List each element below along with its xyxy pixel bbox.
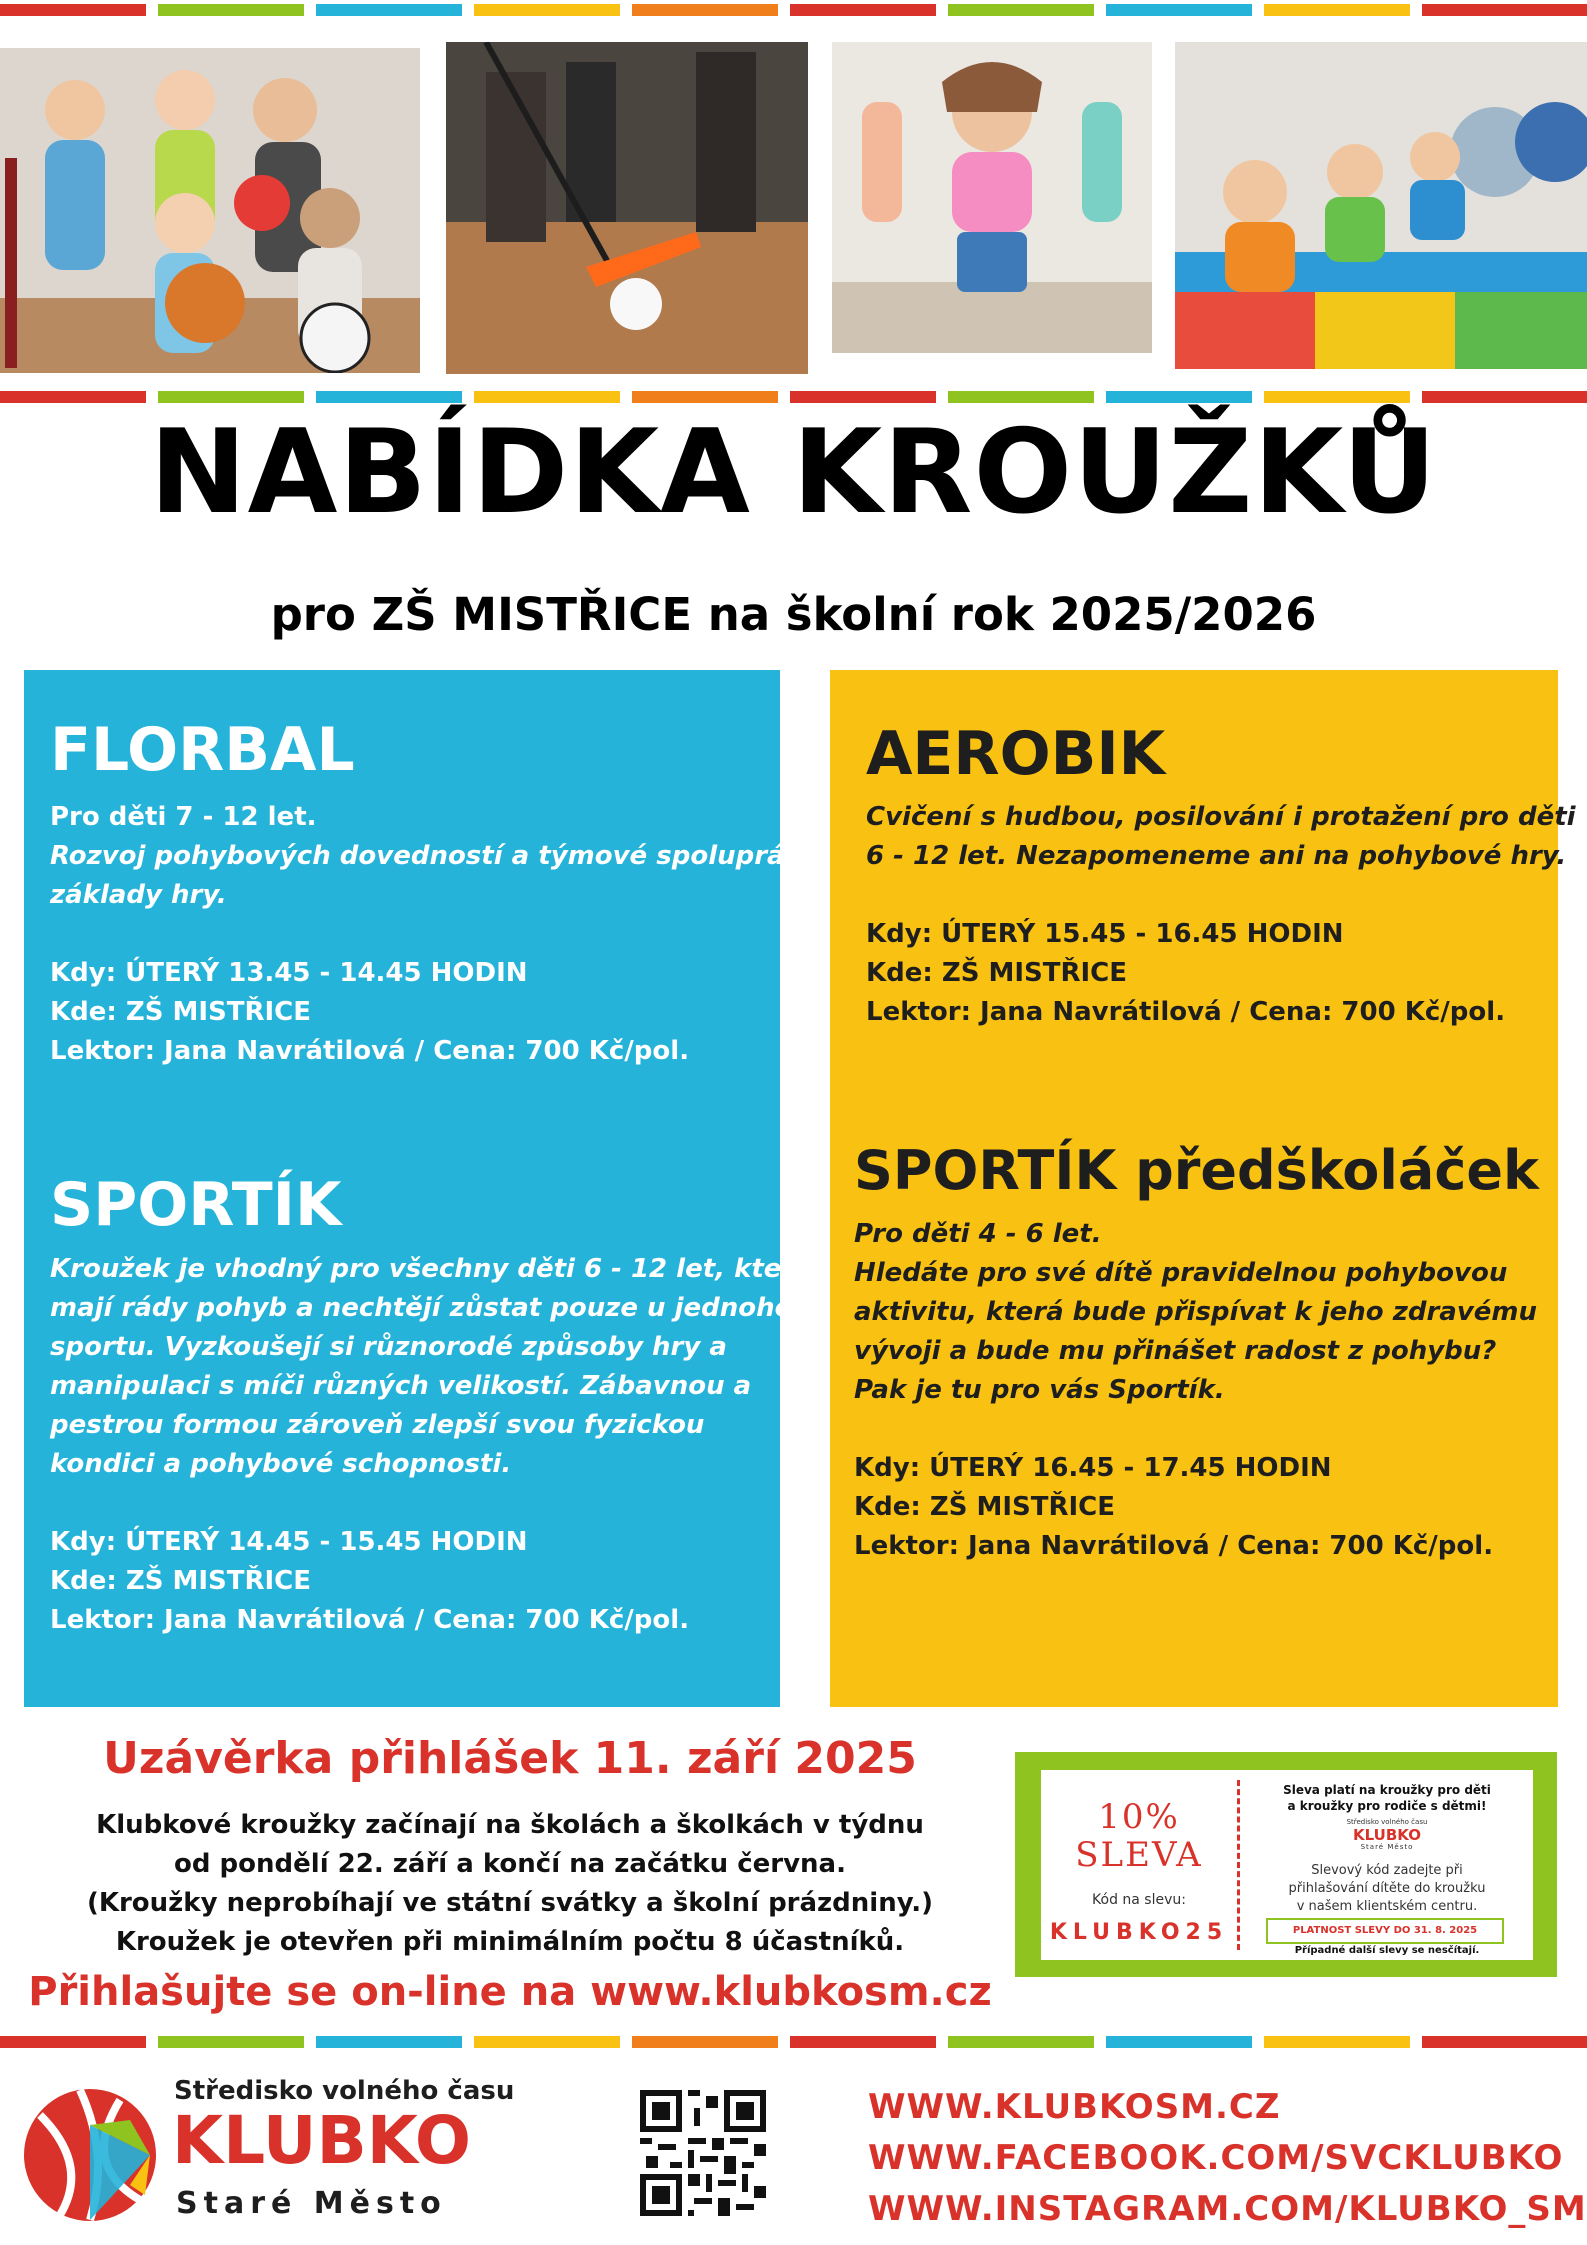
predskolacek-desc-1: Hledáte pro své dítě pravidelnou pohybovou (854, 1258, 1508, 1288)
coupon-percent: 10% (1098, 1797, 1180, 1837)
footer-org-small: Středisko volného času (174, 2076, 515, 2106)
info-line-3: (Kroužky neprobíhají ve státní svátky a školní prázdniny.) (86, 1888, 934, 1918)
panel-yellow (830, 670, 1576, 1707)
link-instagram[interactable]: WWW.INSTAGRAM.COM/KLUBKO_SM (868, 2189, 1587, 2229)
aerobik-desc-1: Cvičení s hudbou, posilování i protažení pro děti (866, 802, 1576, 832)
online-signup[interactable]: Přihlašujte se on-line na www.klubkosm.cz (28, 1969, 992, 2015)
coupon-word: SLEVA (1075, 1835, 1203, 1875)
predskolacek-desc-4: Pak je tu pro vás Sportík. (854, 1375, 1225, 1405)
footer-org-name: KLUBKO (172, 2102, 472, 2179)
predskolacek-lector: Lektor: Jana Navrátilová / Cena: 700 Kč/pol. (854, 1531, 1494, 1561)
florbal-desc-1: Rozvoj pohybových dovedností a týmové spolupráce, (50, 841, 828, 871)
footer-org-city: Staré Město (176, 2186, 447, 2221)
coupon-instr-2: přihlašování dítěte do kroužku (1288, 1881, 1486, 1896)
info-line-4: Kroužek je otevřen při minimálním počtu 8 účastníků. (115, 1927, 905, 1957)
coupon-logo-name: KLUBKO (1353, 1826, 1421, 1844)
sportik-lector: Lektor: Jana Navrátilová / Cena: 700 Kč/pol. (50, 1605, 690, 1635)
photo-floorball (446, 42, 808, 374)
coupon-instr-1: Slevový kód zadejte při (1311, 1863, 1463, 1878)
aerobik-lector: Lektor: Jana Navrátilová / Cena: 700 Kč/pol. (866, 997, 1506, 1027)
coupon-card (1041, 1770, 1533, 1960)
aerobik-where: Kde: ZŠ MISTŘICE (866, 958, 1128, 988)
sportik-when: Kdy: ÚTERÝ 14.45 - 15.45 HODIN (50, 1527, 528, 1557)
coupon-logo-city: Staré Město (1360, 1843, 1414, 1851)
bottom-stripe (0, 2036, 1587, 2048)
sportik-desc-6: kondici a pohybové schopnosti. (50, 1449, 512, 1479)
coupon-note-line-2: a kroužky pro rodiče s dětmi! (1287, 1799, 1487, 1813)
predskolacek-age: Pro děti 4 - 6 let. (854, 1219, 1102, 1249)
aerobik-when: Kdy: ÚTERÝ 15.45 - 16.45 HODIN (866, 919, 1344, 949)
sportik-desc-3: sportu. Vyzkoušejí si různorodé způsoby hry a (50, 1332, 727, 1362)
discount-coupon (1015, 1752, 1557, 1977)
photo-kids-with-balls (0, 48, 420, 373)
aerobik-desc-2: 6 - 12 let. Nezapomeneme ani na pohybové hry. (866, 841, 1567, 871)
predskolacek-desc-2: aktivitu, která bude přispívat k jeho zdravému (854, 1297, 1538, 1327)
florbal-age: Pro děti 7 - 12 let. (50, 802, 317, 832)
predskolacek-where: Kde: ZŠ MISTŘICE (854, 1492, 1116, 1522)
coupon-cut-line (1237, 1780, 1240, 1950)
panel-blue (24, 670, 828, 1707)
link-facebook[interactable]: WWW.FACEBOOK.COM/SVCKLUBKO (868, 2138, 1564, 2178)
florbal-where: Kde: ZŠ MISTŘICE (50, 997, 312, 1027)
mid-stripe (0, 391, 1587, 403)
coupon-code: KLUBKO25 (1049, 1920, 1229, 1945)
sportik-where: Kde: ZŠ MISTŘICE (50, 1566, 312, 1596)
coupon-validity: PLATNOST SLEVY DO 31. 8. 2025 (1266, 1918, 1504, 1944)
sportik-desc-5: pestrou formou zároveň zlepší svou fyzickou (50, 1410, 705, 1440)
coupon-discount (1041, 1798, 1237, 1874)
coupon-note (1241, 1782, 1533, 1814)
coupon-code-label: Kód na slevu: (1092, 1892, 1186, 1908)
info-line-2: od pondělí 22. září a končí na začátku června. (174, 1849, 846, 1879)
coupon-footnote: Případné další slevy se nesčítají. (1294, 1945, 1480, 1956)
link-website[interactable]: WWW.KLUBKOSM.CZ (868, 2087, 1281, 2127)
coupon-instr-3: v našem klientském centru. (1296, 1899, 1478, 1914)
predskolacek-desc-3: vývoji a bude mu přinášet radost z pohybu? (854, 1336, 1497, 1366)
sportik-desc-1: Kroužek je vhodný pro všechny děti 6 - 12 let, které (50, 1254, 812, 1284)
deadline-heading: Uzávěrka přihlášek 11. září 2025 (103, 1733, 917, 1784)
florbal-desc-2: základy hry. (50, 880, 227, 910)
sportik-desc-4: manipulaci s míči různých velikostí. Zábavnou a (50, 1371, 752, 1401)
coupon-instructions (1241, 1862, 1533, 1916)
coupon-logo (1241, 1818, 1533, 1852)
qr-code[interactable] (640, 2090, 766, 2216)
photo-aerobic-girl (832, 42, 1152, 353)
coupon-logo-small: Středisko volného času (1346, 1818, 1428, 1826)
florbal-lector: Lektor: Jana Navrátilová / Cena: 700 Kč/pol. (50, 1036, 690, 1066)
sportik-title: SPORTÍK (50, 1170, 342, 1240)
florbal-when: Kdy: ÚTERÝ 13.45 - 14.45 HODIN (50, 958, 528, 988)
photo-stretching-kids (1175, 42, 1587, 369)
predskolacek-title: SPORTÍK předškoláček (854, 1139, 1539, 1202)
page-subtitle: pro ZŠ MISTŘICE na školní rok 2025/2026 (270, 588, 1317, 641)
sportik-desc-2: mají rády pohyb a nechtějí zůstat pouze u jednoho (50, 1293, 793, 1323)
predskolacek-when: Kdy: ÚTERÝ 16.45 - 17.45 HODIN (854, 1453, 1332, 1483)
klubko-logo-mark (20, 2085, 160, 2225)
florbal-title: FLORBAL (50, 715, 355, 785)
info-line-1: Klubkové kroužky začínají na školách a školkách v týdnu (96, 1810, 924, 1840)
info-text (30, 1806, 990, 1962)
aerobik-title: AEROBIK (866, 719, 1166, 789)
top-stripe (0, 4, 1587, 16)
coupon-note-line-1: Sleva platí na kroužky pro děti (1283, 1783, 1491, 1797)
page-title: NABÍDKA KROUŽKŮ (149, 405, 1438, 540)
